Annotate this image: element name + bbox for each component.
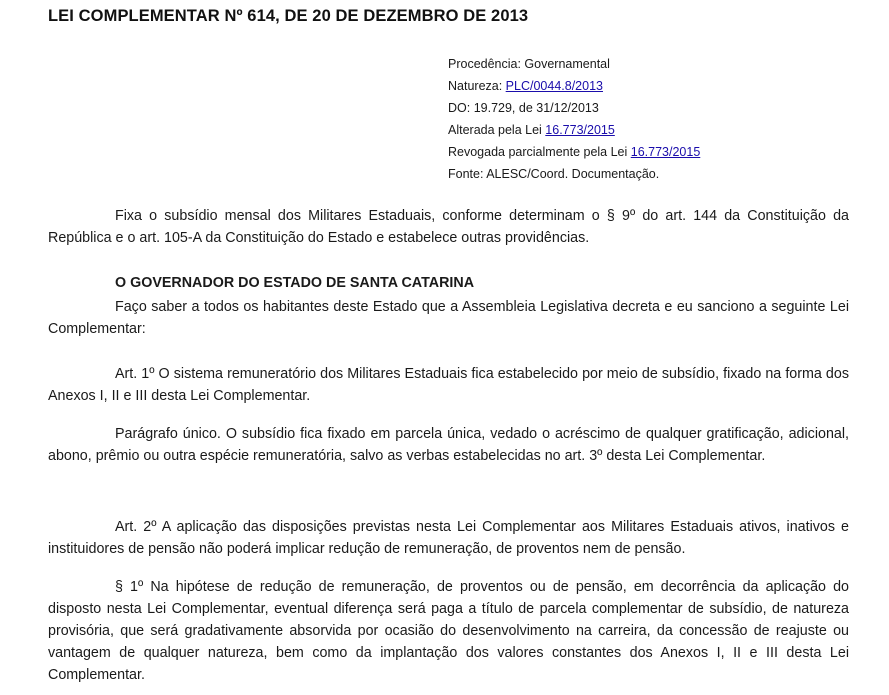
law-title: LEI COMPLEMENTAR Nº 614, DE 20 DE DEZEMBRO DE 2013 bbox=[48, 7, 529, 25]
preamble: Faço saber a todos os habitantes deste Estado que a Assembleia Legislativa decreta e eu sanciono a seguinte Lei Complementar: bbox=[48, 299, 849, 337]
law-metadata bbox=[448, 56, 700, 188]
article-1-paragrafo-unico: Parágrafo único. O subsídio fica fixado em parcela única, vedado o acréscimo de qualquer gratificação, adicional, abono, prêmio ou outra espécie remuneratória, salvo as verbas estabelecidas no art. 3º desta Lei Complementar. bbox=[48, 426, 849, 464]
alterada-link[interactable]: 16.773/2015 bbox=[545, 123, 615, 137]
article-2: Art. 2º A aplicação das disposições previstas nesta Lei Complementar aos Militares Estaduais ativos, inativos e instituidores de pensão não poderá implicar redução de remuneração, de proventos nem de pensão. bbox=[48, 519, 849, 557]
article-2-paragraph-1: § 1º Na hipótese de redução de remuneração, de proventos ou de pensão, em decorrência da aplicação do disposto nesta Lei Complementar, eventual diferença será paga a título de parcela complementar de subsídio, de natureza provisória, que será gradativamente absorvida por ocasião do desenvolvimento na carreira, da concessão de reajuste ou vantagem de qualquer natureza, bem como da implantação dos valores constantes dos Anexos I, II e III desta Lei Complementar. bbox=[48, 579, 849, 683]
meta-natureza bbox=[448, 78, 700, 100]
meta-alterada bbox=[448, 122, 700, 144]
meta-natureza-label: Natureza: bbox=[448, 79, 506, 93]
meta-alterada-label: Alterada pela Lei bbox=[448, 123, 546, 137]
meta-procedencia: Procedência: Governamental bbox=[448, 57, 610, 71]
meta-revogada bbox=[448, 144, 700, 166]
governor-heading: O GOVERNADOR DO ESTADO DE SANTA CATARINA bbox=[115, 275, 475, 291]
natureza-link[interactable]: PLC/0044.8/2013 bbox=[505, 79, 603, 93]
meta-revogada-label: Revogada parcialmente pela Lei bbox=[448, 145, 631, 159]
revogada-link[interactable]: 16.773/2015 bbox=[630, 145, 701, 159]
meta-fonte: Fonte: ALESC/Coord. Documentação. bbox=[448, 167, 660, 181]
meta-do: DO: 19.729, de 31/12/2013 bbox=[448, 101, 599, 115]
ementa: Fixa o subsídio mensal dos Militares Estaduais, conforme determinam o § 9º do art. 144 da Constituição da República e o art. 105-A da Constituição do Estado e estabelece outras providências. bbox=[48, 208, 849, 246]
article-1: Art. 1º O sistema remuneratório dos Militares Estaduais fica estabelecido por meio de subsídio, fixado na forma dos Anexos I, II e III desta Lei Complementar. bbox=[48, 366, 849, 404]
